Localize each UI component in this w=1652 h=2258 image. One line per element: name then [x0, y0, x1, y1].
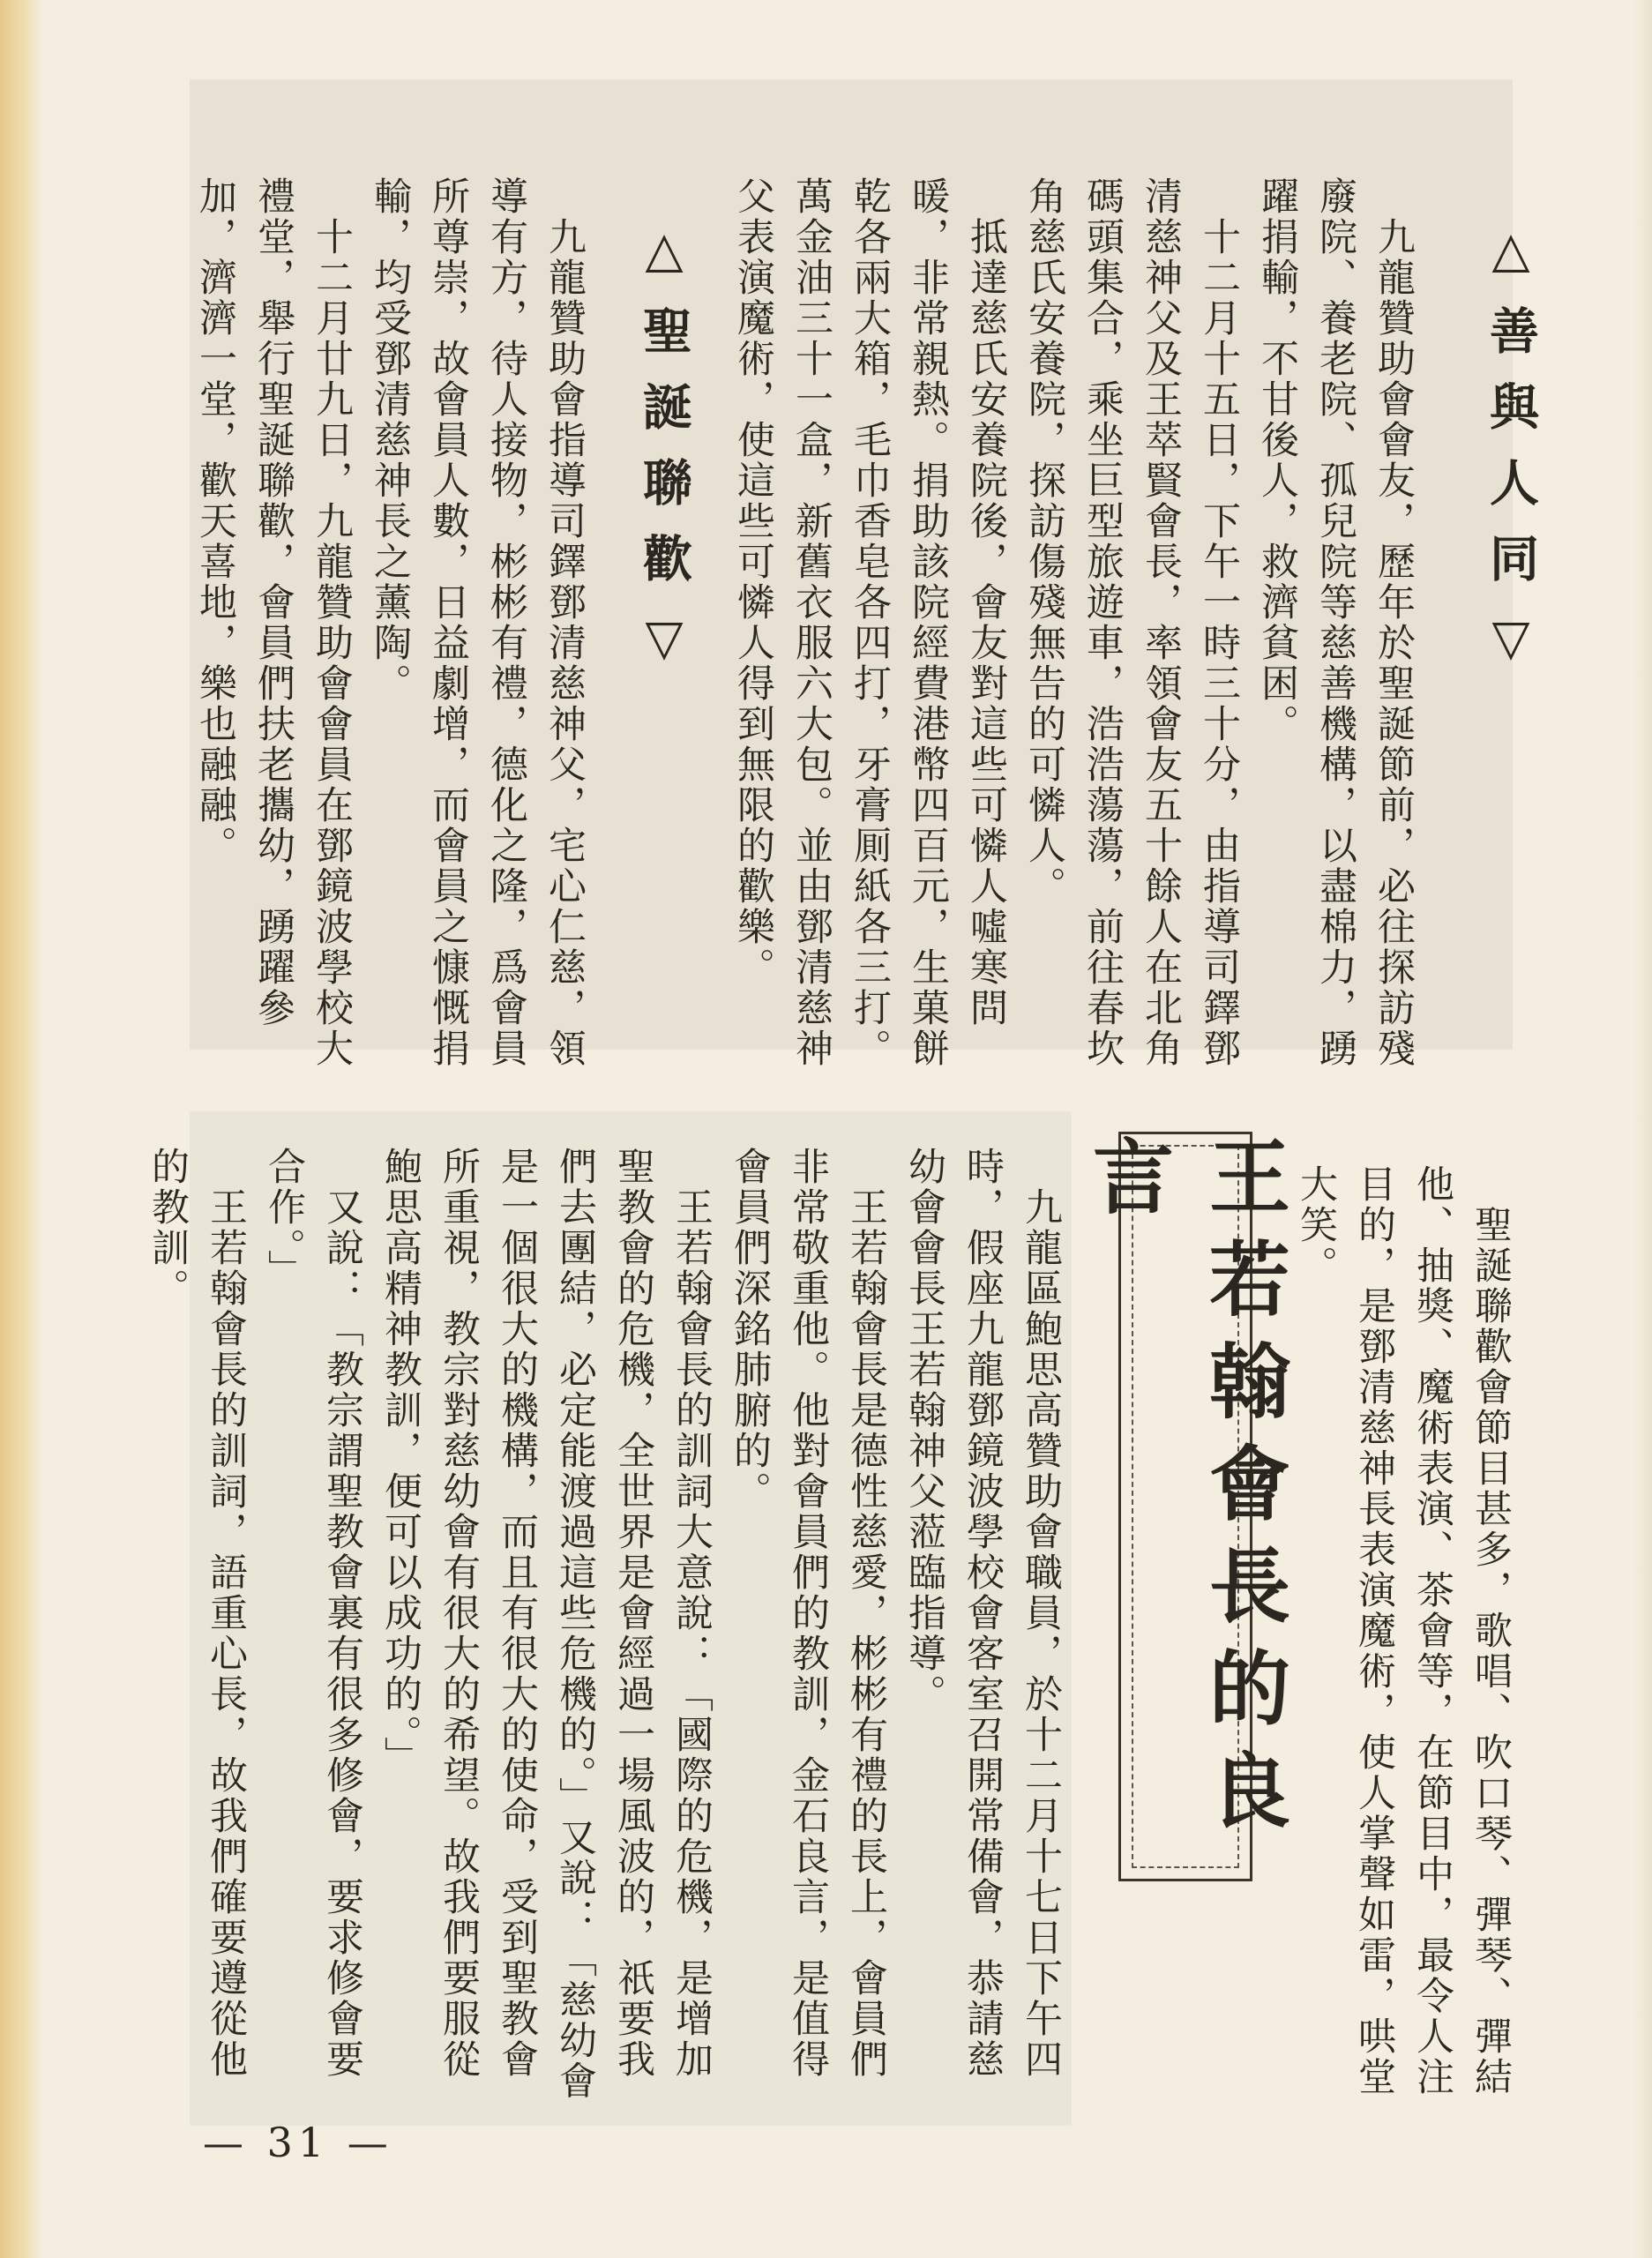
section-body-christmas-party: 九龍贊助會指導司鐸鄧清慈神父，宅心仁慈，領導有方，待人接物，彬彬有禮，德化之隆，爲會員所尊崇，故會員人數，日益劇增，而會員之慷慨捐輸，均受鄧清慈神長之薰陶。 十二月廿九日，九龍贊助會會員在鄧鏡波學校大禮堂，舉行聖誕聯歡，會員們扶老攜幼，踴躍參加，濟濟一堂，歡天喜地，樂也融融。	[193, 176, 587, 1069]
article-body: 九龍區鮑思高贊助會職員，於十二月十七日下午四時，假座九龍鄧鏡波學校會客室召開常備會，恭請慈幼會會長王若翰神父蒞臨指導。 王若翰會長是德性慈愛，彬彬有禮的長上，會員們非常敬重他。他對會員們的教訓，金石良言，是值得會員們深銘肺腑的。 王若翰會長的訓詞大意說：「國際的危機，是增加聖教會的危機，全世界是會經過一場風波的，祇要我們去團結，必定能渡過這些危機的。」又說：「慈幼會是一個很大的機構，而且有很大的使命，受到聖教會所重視，教宗對慈幼會有很大的希望。故我們要服從鮑思高精神教訓，便可以成功的。」 又說：「教宗謂聖教會裏有很多修會，要求修會要合作。」 王若翰會長的訓詞，語重心長，故我們確要遵從他的教訓。	[146, 1147, 1063, 2102]
section-heading-christmas-party: △聖誕聯歡▽	[635, 221, 693, 693]
page-binding-edge	[0, 0, 42, 2258]
article-title-box	[1080, 1132, 1291, 1881]
section-heading-charity: △善與人同▽	[1482, 221, 1540, 693]
page-right-shadow	[1634, 0, 1652, 2258]
page-number: — 31 —	[203, 2119, 393, 2166]
article-title: 王若翰會長的良言	[1080, 1134, 1291, 1851]
section-body-charity: 九龍贊助會會友，歷年於聖誕節前，必往探訪殘廢院、養老院、孤兒院等慈善機構，以盡棉力，踴躍捐輸，不甘後人，救濟貧困。 十二月十五日，下午一時三十分，由指導司鐸鄧清慈神父及王萃賢會長，率領會友五十餘人在北角碼頭集合，乘坐巨型旅遊車，浩浩蕩蕩，前往春坎角慈氏安養院，探訪傷殘無告的可憐人。 抵達慈氏安養院後，會友對這些可憐人噓寒問暖，非常親熱。捐助該院經費港幣四百元，生菓餅乾各兩大箱，毛巾香皂各四打，牙膏厠紙各三打。萬金油三十一盒，新舊衣服六大包。並由鄧清慈神父表演魔術，使這些可憐人得到無限的歡樂。	[731, 176, 1416, 1069]
section-body-program: 聖誕聯歡會節目甚多，歌唱、吹口琴、彈琴、彈結他、抽獎、魔術表演、茶會等，在節目中，最令人注目的，是鄧清慈神長表演魔術，使人掌聲如雷，哄堂大笑。	[1294, 1164, 1513, 2097]
